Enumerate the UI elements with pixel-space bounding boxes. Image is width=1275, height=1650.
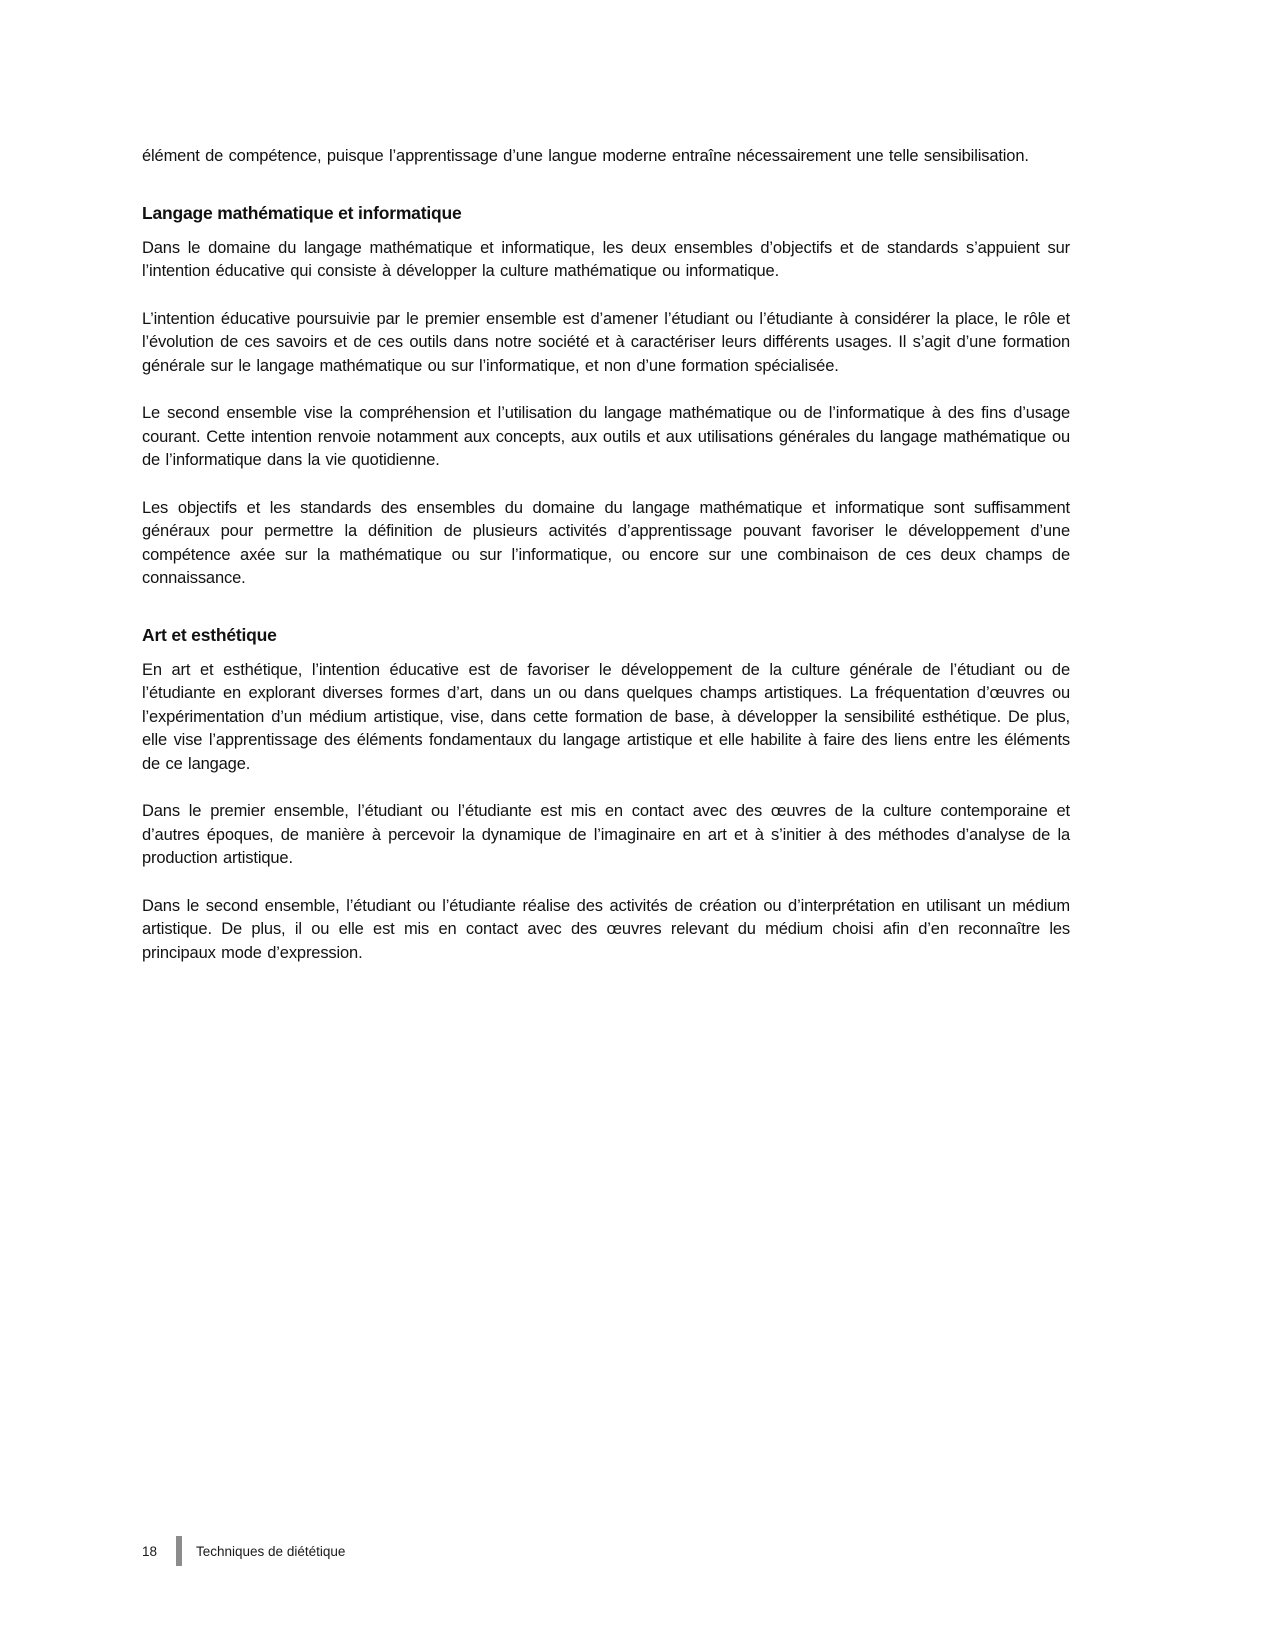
document-title: Techniques de diététique — [196, 1543, 346, 1559]
page-number: 18 — [142, 1543, 158, 1559]
footer-separator-bar — [176, 1536, 182, 1566]
body-paragraph: En art et esthétique, l’intention éducative est de favoriser le développement de la culture générale de l’étudiant ou de l’étudiante en explorant diverses formes d’art, dans un ou dans quelques champs artistiques. La fréquentation d’œuvres ou l’expérimentation d’un médium artistique, vise, dans cette formation de base, à développer la sensibilité esthétique. De plus, elle vise l’apprentissage des éléments fondamentaux du langage artistique et elle habilite à faire des liens entre les éléments de ce langage. — [142, 660, 1070, 773]
body-paragraph: Dans le premier ensemble, l’étudiant ou l’étudiante est mis en contact avec des œuvres de la culture contemporaine et d’autres époques, de manière à percevoir la dynamique de l’imaginaire en art et à s’initier à des méthodes d’analyse de la production artistique. — [142, 802, 1070, 867]
body-paragraph-continuation: élément de compétence, puisque l’apprentissage d’une langue moderne entraîne nécessairement une telle sensibilisation. — [142, 147, 1029, 165]
section-heading-langage-mathematique: Langage mathématique et informatique — [142, 202, 462, 223]
body-paragraph: Les objectifs et les standards des ensembles du domaine du langage mathématique et informatique sont suffisamment généraux pour permettre la définition de plusieurs activités d’apprentissage pouvant favoriser le développement d’une compétence axée sur la mathématique ou sur l’informatique, ou encore sur une combinaison de ces deux champs de connaissance. — [142, 498, 1070, 587]
body-paragraph: L’intention éducative poursuivie par le premier ensemble est d’amener l’étudiant ou l’étudiante à considérer la place, le rôle et l’évolution de ces savoirs et de ces outils dans notre société et à caractériser leurs différents usages. Il s’agit d’une formation générale sur le langage mathématique ou sur l’informatique, et non d’une formation spécialisée. — [142, 309, 1070, 375]
body-paragraph: Dans le domaine du langage mathématique et informatique, les deux ensembles d’objectifs et de standards s’appuient sur l’intention éducative qui consiste à développer la culture mathématique ou informatique. — [142, 238, 1070, 280]
body-paragraph: Dans le second ensemble, l’étudiant ou l’étudiante réalise des activités de création ou d’interprétation en utilisant un médium artistique. De plus, il ou elle est mis en contact avec des œuvres relevant du médium choisi afin d’en reconnaître les principaux mode d’expression. — [142, 896, 1070, 962]
section-heading-art-esthetique: Art et esthétique — [142, 624, 277, 645]
document-page — [142, 145, 1070, 989]
page-footer — [142, 1536, 345, 1566]
body-paragraph: Le second ensemble vise la compréhension et l’utilisation du langage mathématique ou de l’informatique à des fins d’usage courant. Cette intention renvoie notamment aux concepts, aux outils et aux utilisations générales du langage mathématique ou de l’informatique dans la vie quotidienne. — [142, 404, 1070, 469]
